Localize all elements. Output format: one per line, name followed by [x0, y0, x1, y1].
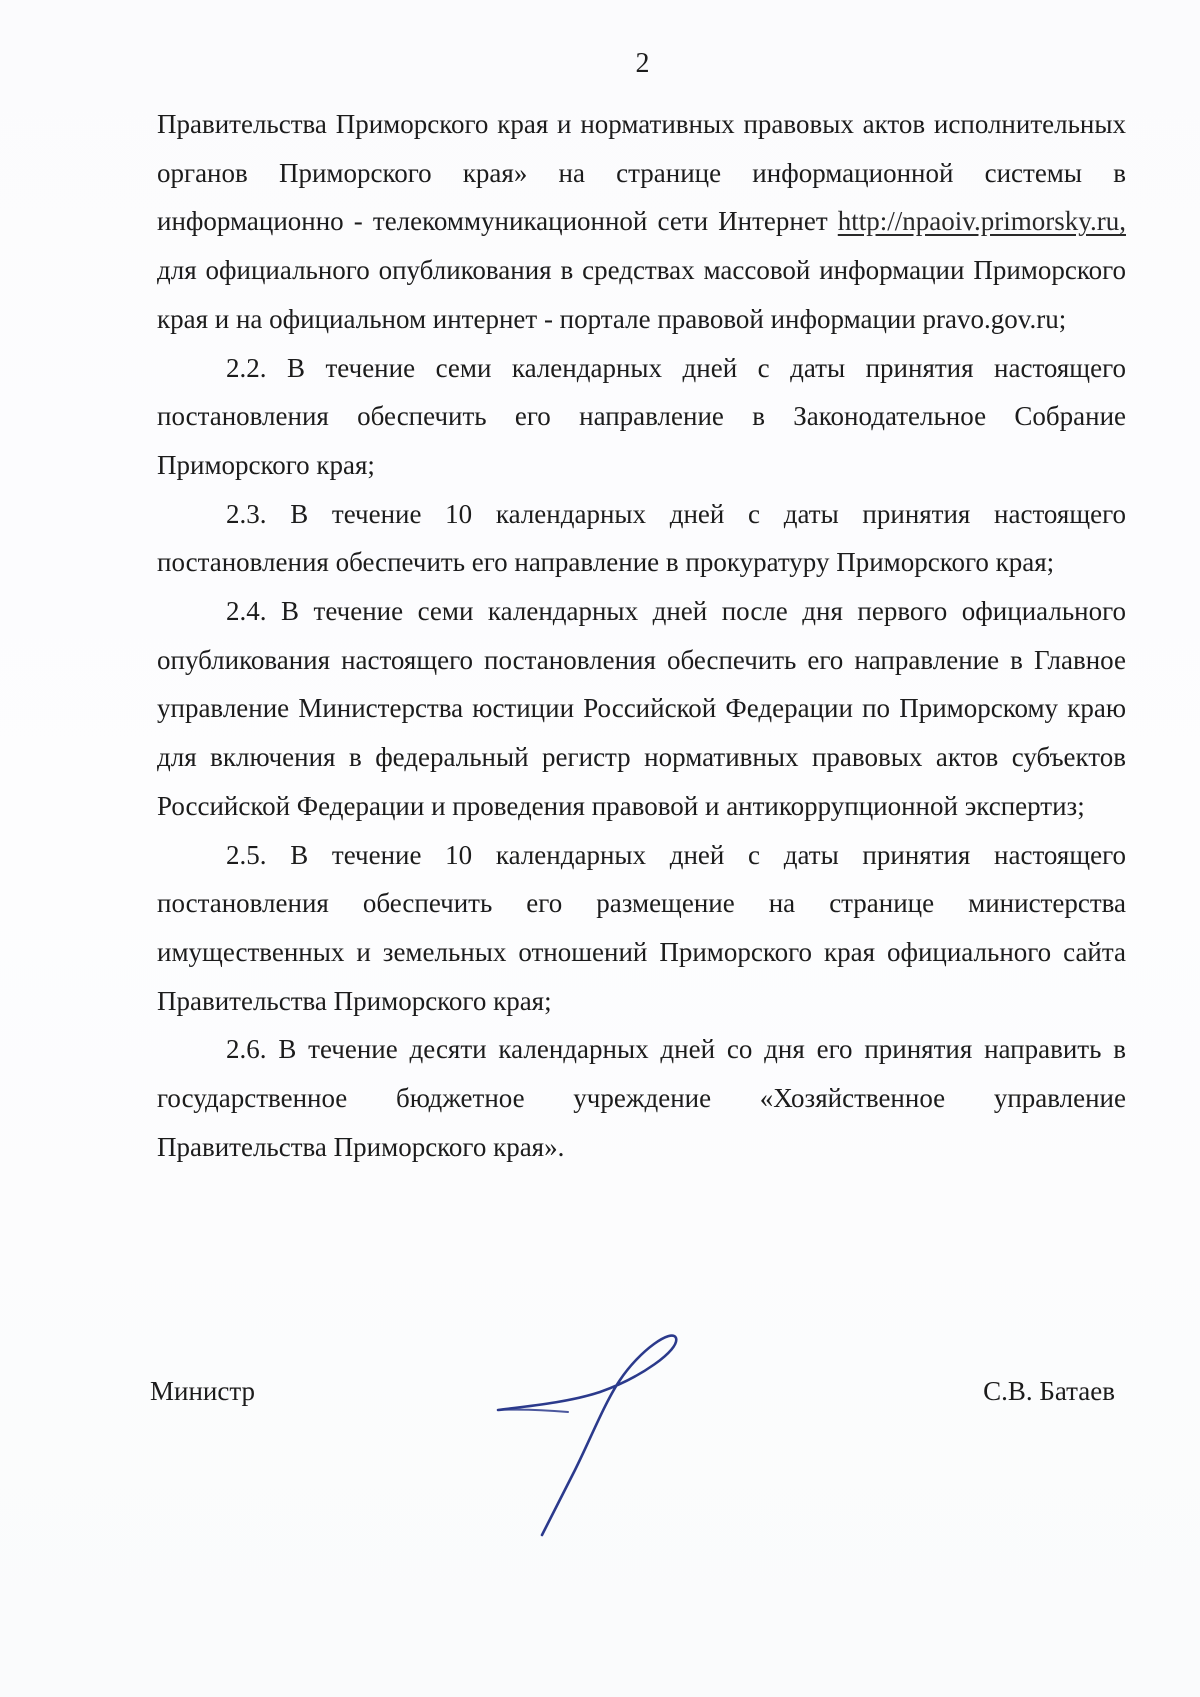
- signatory-name: С.В. Батаев: [983, 1376, 1115, 1406]
- paragraph-2-2: 2.2. В течение семи календарных дней с даты принятия настоящего постановления обеспечить его направление в Законодательное Собрание Приморского края;: [157, 352, 1126, 480]
- page-number: 2: [635, 48, 650, 79]
- paragraph-2-4: 2.4. В течение семи календарных дней после дня первого официального опубликования настоящего постановления обеспечить его направление в Главное управление Министерства юстиции Российской Федерации по Приморскому краю для включения в федеральный регистр нормативных правовых актов субъектов Российской Федерации и проведения правовой и антикоррупционной экспертиз;: [157, 596, 1126, 821]
- paragraph-text: для официального опубликования в средствах массовой информации Приморского края и на официальном интернет - портале правовой информации pravo.gov.ru;: [157, 255, 1126, 334]
- npaoiv-link[interactable]: http://npaoiv.primorsky.ru,: [837, 206, 1126, 237]
- handwritten-signature: [490, 1330, 710, 1550]
- signatory-position: Министр: [150, 1376, 255, 1406]
- paragraph-continuation: [157, 100, 1126, 344]
- paragraph-2-6: 2.6. В течение десяти календарных дней со дня его принятия направить в государственное бюджетное учреждение «Хозяйственное управление Правительства Приморского края».: [157, 1034, 1126, 1162]
- document-body: [157, 100, 1126, 1171]
- paragraph-2-5: 2.5. В течение 10 календарных дней с даты принятия настоящего постановления обеспечить его размещение на странице министерства имущественных и земельных отношений Приморского края официального сайта Правительства Приморского края;: [157, 839, 1126, 1016]
- paragraph-text: Правительства Приморского края и нормативных правовых актов исполнительных органов Приморского края» на странице информационной системы в информационно - телекоммуникационной сети Интернет: [157, 109, 1126, 237]
- paragraph-2-3: 2.3. В течение 10 календарных дней с даты принятия настоящего постановления обеспечить его направление в прокуратуру Приморского края;: [157, 498, 1126, 578]
